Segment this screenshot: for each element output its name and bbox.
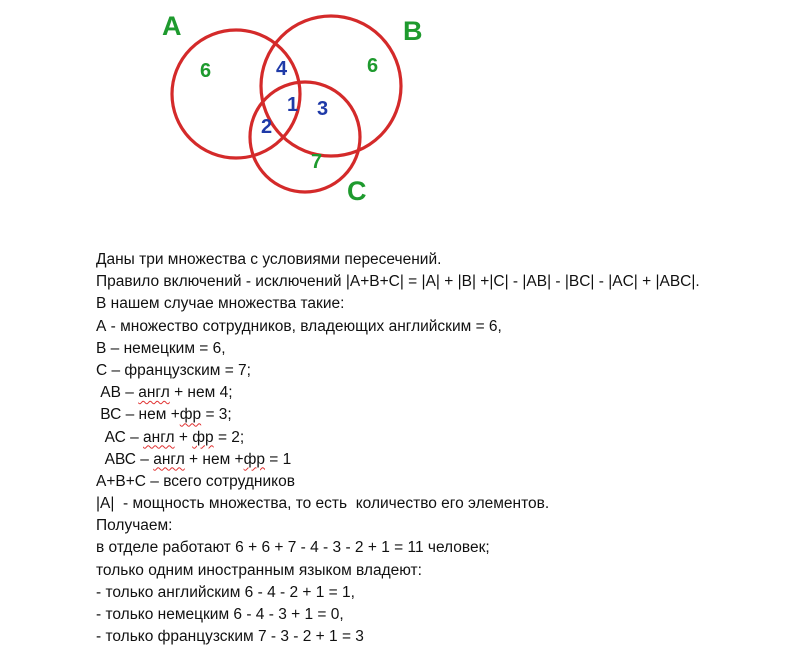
text-line: Даны три множества с условиями пересечений. — [96, 251, 442, 268]
text-segment: АВ – — [96, 384, 139, 402]
text-line: В нашем случае множества такие: — [96, 295, 345, 313]
venn-diagram — [0, 0, 811, 230]
region-c-only: 7 — [311, 151, 323, 173]
text-line — [96, 449, 700, 471]
region-ab: 4 — [276, 58, 288, 80]
spellcheck-word: англ — [153, 450, 185, 468]
set-label-c: C — [347, 176, 367, 206]
text-line: А+В+С – всего сотрудников — [96, 472, 295, 490]
text-segment: + нем 4; — [169, 384, 233, 402]
text-line: - только английским 6 - 4 - 2 + 1 = 1, — [96, 583, 355, 601]
set-label-b: B — [403, 16, 423, 46]
region-a-only: 6 — [200, 60, 212, 82]
region-abc: 1 — [287, 94, 299, 116]
spellcheck-word: фр — [192, 428, 214, 446]
text-line: А - множество сотрудников, владеющих английским = 6, — [96, 317, 502, 335]
text-line: - только немецким 6 - 4 - 3 + 1 = 0, — [96, 606, 344, 623]
text-segment: ВС – нем + — [96, 406, 180, 424]
text-line: Правило включений - исключений |A+B+C| = |A| + |B| +|C| - |AB| - |BC| - |AC| + |ABC|. — [96, 273, 700, 291]
spellcheck-word: англ — [138, 384, 170, 402]
spellcheck-word: фр — [243, 450, 265, 468]
text-line: - только французским 7 - 3 - 2 + 1 = 3 — [96, 628, 364, 646]
text-line: В – немецким = 6, — [96, 339, 226, 357]
text-segment: = 1 — [264, 450, 292, 468]
text-segment: АВС – — [96, 450, 154, 468]
spellcheck-word: фр — [179, 406, 202, 424]
text-line: только одним иностранным языком владеют: — [96, 561, 422, 579]
region-bc: 3 — [317, 98, 329, 120]
region-ac: 2 — [261, 116, 273, 138]
text-segment: АС – — [96, 428, 144, 446]
text-line: в отделе работают 6 + 6 + 7 - 4 - 3 - 2 + 1 = 11 человек; — [96, 539, 490, 557]
text-segment: = 3; — [201, 406, 232, 424]
spellcheck-word: англ — [143, 428, 175, 446]
text-line: С – французским = 7; — [96, 361, 251, 379]
text-segment: + нем + — [184, 450, 244, 468]
circle-a — [172, 30, 300, 158]
explanation-text — [96, 249, 700, 648]
text-segment: + — [174, 428, 193, 446]
region-b-only: 6 — [367, 55, 379, 77]
set-label-a: A — [162, 11, 182, 41]
text-line — [96, 404, 700, 426]
text-line: |A| - мощность множества, то есть количество его элементов. — [96, 495, 550, 513]
text-segment: = 2; — [213, 428, 245, 446]
text-line: Получаем: — [96, 517, 173, 535]
text-line — [96, 382, 700, 404]
text-line — [96, 427, 700, 449]
